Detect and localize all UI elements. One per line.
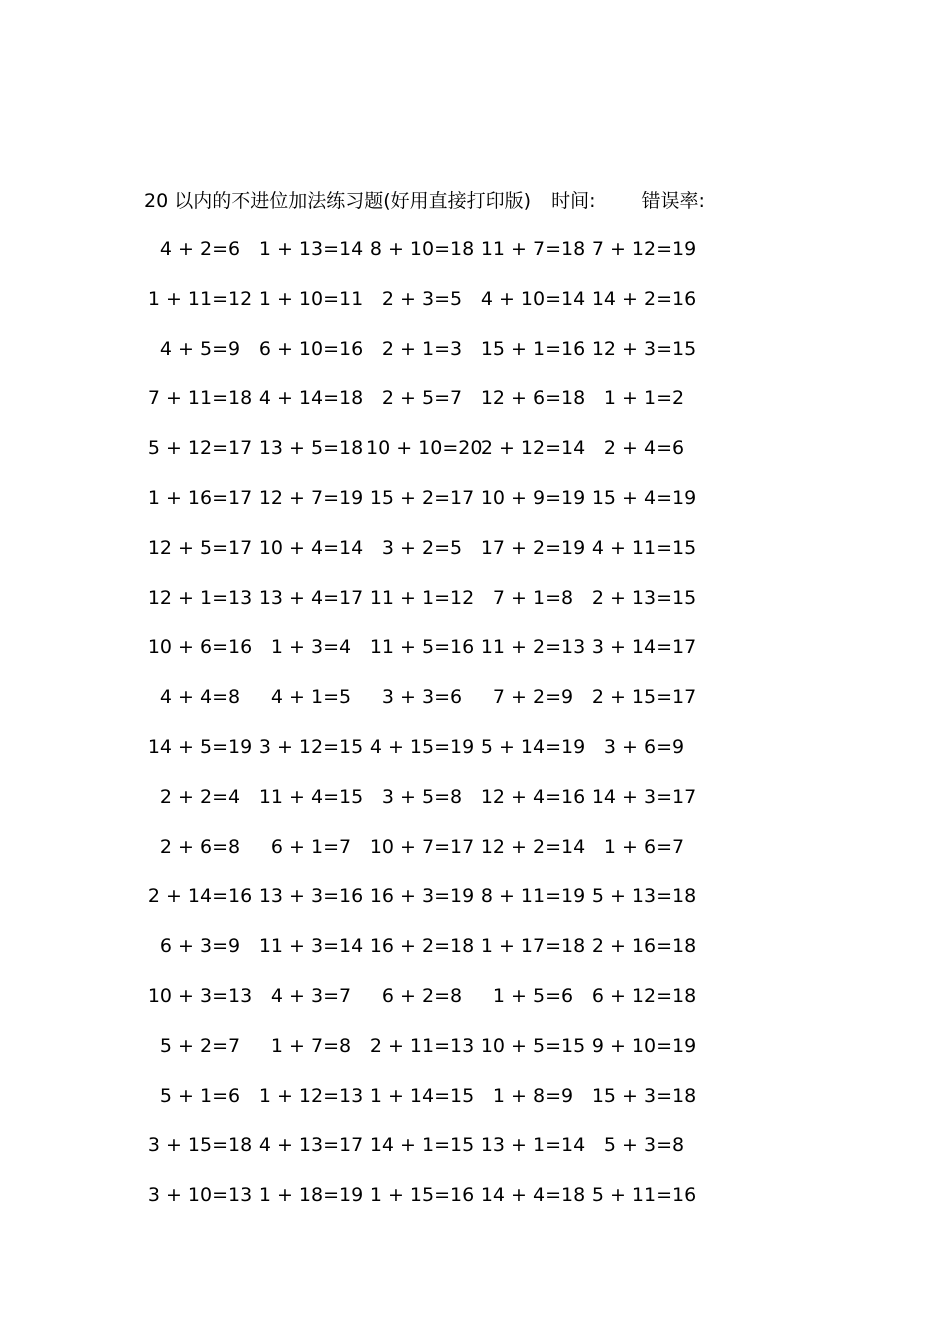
exercise-item: 2 + 16=18 [591, 935, 697, 958]
exercise-item: 12 + 3=15 [591, 337, 697, 360]
exercise-row [144, 782, 704, 832]
exercise-item: 13 + 5=18 [258, 437, 364, 460]
exercise-row [144, 1031, 704, 1081]
exercise-item: 1 + 5=6 [492, 984, 574, 1007]
exercise-item: 13 + 1=14 [480, 1134, 586, 1157]
exercise-item: 6 + 2=8 [381, 984, 463, 1007]
exercise-row [144, 334, 704, 384]
exercise-item: 4 + 11=15 [591, 536, 697, 559]
exercise-item: 5 + 13=18 [591, 885, 697, 908]
exercise-item: 4 + 1=5 [270, 686, 352, 709]
exercise-item: 15 + 4=19 [591, 486, 697, 509]
exercise-item: 9 + 10=19 [591, 1034, 697, 1057]
exercise-item: 12 + 1=13 [147, 586, 253, 609]
exercise-item: 3 + 2=5 [381, 536, 463, 559]
exercise-item: 1 + 12=13 [258, 1084, 364, 1107]
exercise-item: 11 + 2=13 [480, 636, 586, 659]
exercise-item: 3 + 12=15 [258, 735, 364, 758]
exercise-item: 2 + 1=3 [381, 337, 463, 360]
exercise-item: 12 + 6=18 [480, 387, 586, 410]
exercise-item: 10 + 4=14 [258, 536, 364, 559]
exercise-item: 12 + 2=14 [480, 835, 586, 858]
exercise-item: 14 + 4=18 [480, 1184, 586, 1207]
exercise-item: 10 + 9=19 [480, 486, 586, 509]
exercise-item: 11 + 4=15 [258, 785, 364, 808]
exercise-item: 10 + 7=17 [369, 835, 475, 858]
exercise-row [144, 981, 704, 1031]
exercise-item: 2 + 3=5 [381, 287, 463, 310]
exercise-item: 1 + 1=2 [603, 387, 685, 410]
exercise-item: 2 + 2=4 [159, 785, 241, 808]
exercise-item: 14 + 5=19 [147, 735, 253, 758]
exercise-item: 1 + 15=16 [369, 1184, 475, 1207]
exercise-row [144, 732, 704, 782]
exercise-grid [144, 234, 704, 1230]
exercise-item: 5 + 2=7 [159, 1034, 241, 1057]
exercise-item: 6 + 3=9 [159, 935, 241, 958]
exercise-item: 10 + 3=13 [147, 984, 253, 1007]
exercise-item: 12 + 7=19 [258, 486, 364, 509]
exercise-item: 3 + 3=6 [381, 686, 463, 709]
exercise-row [144, 533, 704, 583]
exercise-item: 10 + 10=20 [366, 437, 483, 460]
exercise-item: 11 + 5=16 [369, 636, 475, 659]
exercise-item: 12 + 4=16 [480, 785, 586, 808]
exercise-item: 15 + 2=17 [369, 486, 475, 509]
exercise-item: 11 + 7=18 [480, 238, 586, 260]
exercise-item: 1 + 10=11 [258, 287, 364, 310]
exercise-item: 3 + 10=13 [147, 1184, 253, 1207]
exercise-row [144, 1180, 704, 1230]
exercise-item: 11 + 1=12 [369, 586, 475, 609]
exercise-item: 6 + 10=16 [258, 337, 364, 360]
exercise-item: 3 + 6=9 [603, 735, 685, 758]
exercise-item: 12 + 5=17 [147, 536, 253, 559]
exercise-row [144, 1130, 704, 1180]
exercise-item: 7 + 12=19 [591, 238, 697, 260]
exercise-row [144, 682, 704, 732]
exercise-item: 1 + 7=8 [270, 1034, 352, 1057]
time-label: 时间: [551, 190, 596, 212]
exercise-item: 5 + 1=6 [159, 1084, 241, 1107]
exercise-item: 4 + 2=6 [159, 238, 241, 260]
exercise-item: 10 + 5=15 [480, 1034, 586, 1057]
exercise-row [144, 583, 704, 633]
exercise-row [144, 1081, 704, 1131]
exercise-item: 6 + 12=18 [591, 984, 697, 1007]
exercise-item: 4 + 10=14 [480, 287, 586, 310]
exercise-item: 6 + 1=7 [270, 835, 352, 858]
exercise-item: 2 + 12=14 [480, 437, 586, 460]
exercise-item: 4 + 13=17 [258, 1134, 364, 1157]
exercise-item: 2 + 5=7 [381, 387, 463, 410]
exercise-row [144, 284, 704, 334]
exercise-item: 13 + 4=17 [258, 586, 364, 609]
exercise-item: 2 + 11=13 [369, 1034, 475, 1057]
exercise-item: 2 + 13=15 [591, 586, 697, 609]
exercise-item: 3 + 15=18 [147, 1134, 253, 1157]
exercise-item: 16 + 2=18 [369, 935, 475, 958]
exercise-item: 17 + 2=19 [480, 536, 586, 559]
exercise-item: 4 + 4=8 [159, 686, 241, 709]
exercise-item: 1 + 11=12 [147, 287, 253, 310]
exercise-item: 8 + 10=18 [369, 238, 475, 260]
exercise-item: 15 + 1=16 [480, 337, 586, 360]
exercise-row [144, 832, 704, 882]
exercise-item: 5 + 11=16 [591, 1184, 697, 1207]
exercise-item: 7 + 11=18 [147, 387, 253, 410]
exercise-item: 1 + 3=4 [270, 636, 352, 659]
exercise-row [144, 632, 704, 682]
exercise-item: 5 + 12=17 [147, 437, 253, 460]
exercise-item: 3 + 14=17 [591, 636, 697, 659]
exercise-row [144, 483, 704, 533]
exercise-item: 4 + 5=9 [159, 337, 241, 360]
exercise-row [144, 234, 704, 284]
exercise-item: 7 + 1=8 [492, 586, 574, 609]
exercise-item: 5 + 14=19 [480, 735, 586, 758]
exercise-item: 2 + 6=8 [159, 835, 241, 858]
exercise-row [144, 931, 704, 981]
exercise-item: 1 + 6=7 [603, 835, 685, 858]
exercise-row [144, 433, 704, 483]
exercise-item: 3 + 5=8 [381, 785, 463, 808]
exercise-item: 2 + 4=6 [603, 437, 685, 460]
worksheet-header [144, 186, 705, 216]
exercise-item: 7 + 2=9 [492, 686, 574, 709]
exercise-item: 16 + 3=19 [369, 885, 475, 908]
exercise-item: 5 + 3=8 [603, 1134, 685, 1157]
exercise-item: 8 + 11=19 [480, 885, 586, 908]
exercise-item: 10 + 6=16 [147, 636, 253, 659]
exercise-item: 1 + 8=9 [492, 1084, 574, 1107]
exercise-item: 2 + 14=16 [147, 885, 253, 908]
exercise-row [144, 881, 704, 931]
exercise-item: 14 + 2=16 [591, 287, 697, 310]
exercise-item: 4 + 3=7 [270, 984, 352, 1007]
exercise-row [144, 383, 704, 433]
exercise-item: 2 + 15=17 [591, 686, 697, 709]
error-rate-label: 错误率: [641, 190, 705, 212]
worksheet-title: 20 以内的不进位加法练习题(好用直接打印版) [144, 190, 532, 212]
exercise-item: 15 + 3=18 [591, 1084, 697, 1107]
exercise-item: 14 + 3=17 [591, 785, 697, 808]
exercise-item: 4 + 15=19 [369, 735, 475, 758]
exercise-item: 1 + 17=18 [480, 935, 586, 958]
exercise-item: 4 + 14=18 [258, 387, 364, 410]
exercise-item: 13 + 3=16 [258, 885, 364, 908]
exercise-item: 11 + 3=14 [258, 935, 364, 958]
exercise-item: 1 + 13=14 [258, 238, 364, 260]
exercise-item: 1 + 14=15 [369, 1084, 475, 1107]
exercise-item: 1 + 16=17 [147, 486, 253, 509]
exercise-item: 14 + 1=15 [369, 1134, 475, 1157]
exercise-item: 1 + 18=19 [258, 1184, 364, 1207]
